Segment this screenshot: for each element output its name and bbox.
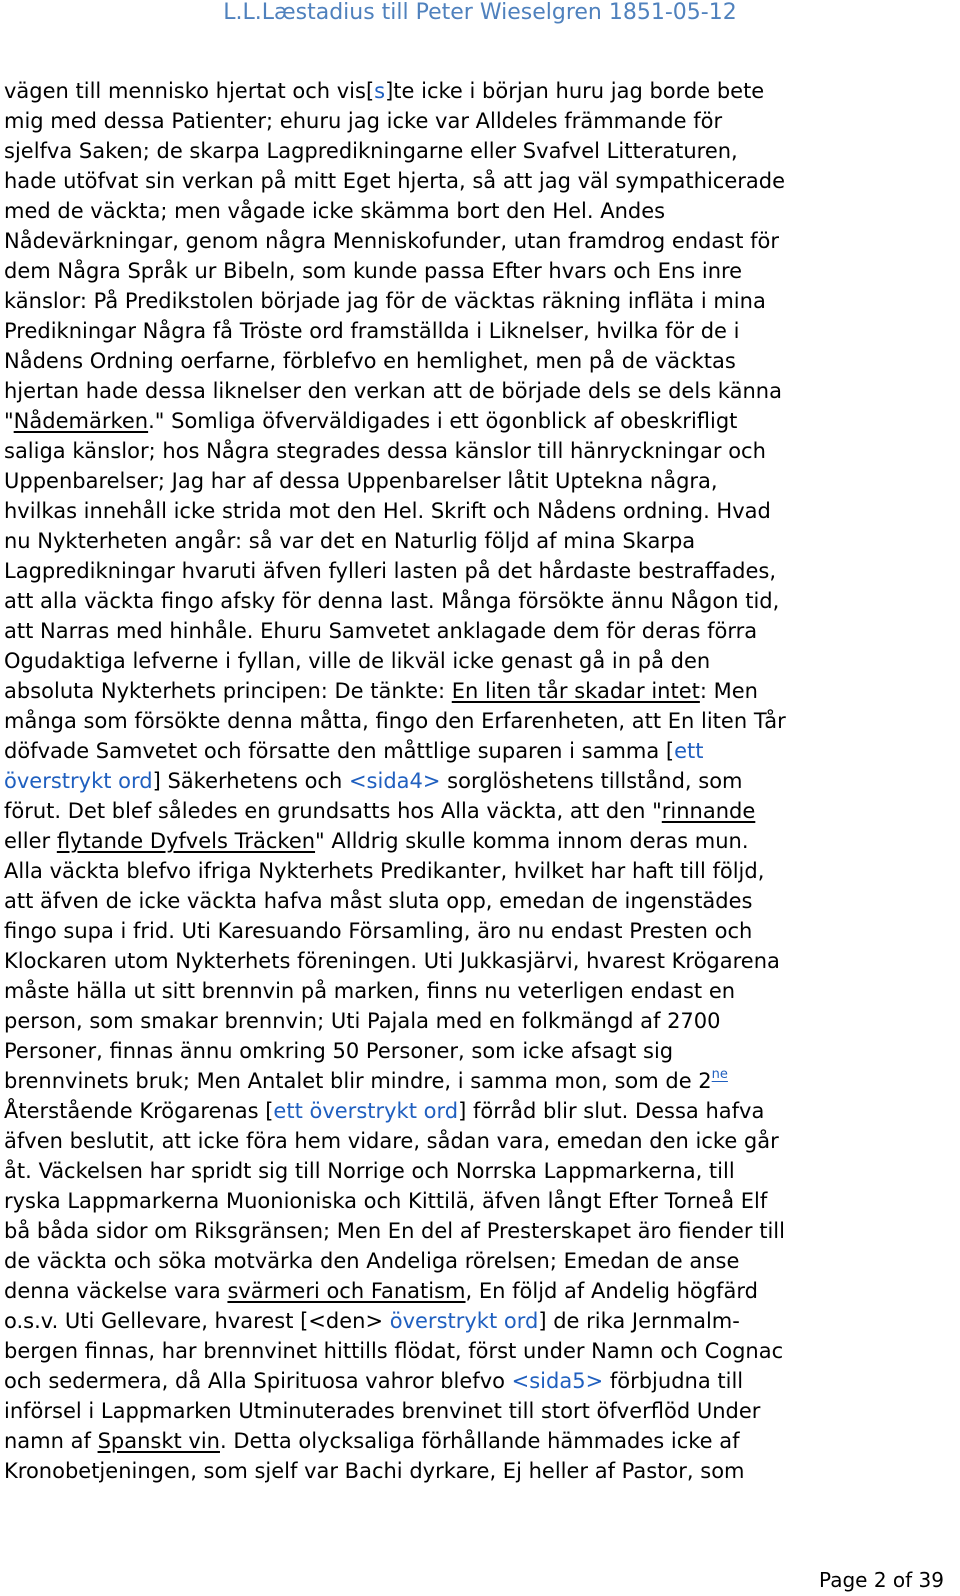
- text-run: Uppenbarelser; Jag har af dessa Uppenbarelser låtit Uptekna några,: [4, 469, 718, 493]
- text-line: [4, 676, 954, 706]
- text-line: [4, 1126, 954, 1156]
- text-run: dem Några Språk ur Bibeln, som kunde passa Efter hvars och Ens inre: [4, 259, 743, 283]
- text-run: person, som smakar brennvin; Uti Pajala med en folkmängd af 2700: [4, 1009, 721, 1033]
- underlined-text: Nådemärken: [13, 409, 149, 433]
- text-run: Predikningar Några få Tröste ord framställda i Liknelser, hvilka för de i: [4, 319, 740, 343]
- text-run: och sedermera, då Alla Spirituosa vahror blefvo: [4, 1369, 512, 1393]
- text-line: [4, 196, 954, 226]
- editorial-note: överstrykt ord: [389, 1309, 539, 1333]
- text-line: [4, 1306, 954, 1336]
- text-line: [4, 616, 954, 646]
- text-line: [4, 1246, 954, 1276]
- text-run: hjertan hade dessa liknelser den verkan att de började dels se dels känna: [4, 379, 782, 403]
- text-run: namn af: [4, 1429, 98, 1453]
- underlined-text: En liten tår skadar intet: [451, 679, 700, 703]
- underlined-text: svärmeri och Fanatism: [227, 1279, 466, 1303]
- text-line: [4, 946, 954, 976]
- text-run: att Narras med hinhåle. Ehuru Samvetet anklagade dem för deras förra: [4, 619, 758, 643]
- text-run: äfven beslutit, att icke föra hem vidare, sådan vara, emedan den icke går: [4, 1129, 779, 1153]
- text-line: [4, 826, 954, 856]
- text-run: Lagpredikningar hvaruti äfven fylleri lasten på det hårdaste bestraffades,: [4, 559, 777, 583]
- text-run: bergen finnas, har brennvinet hittills flödat, först under Namn och Cognac: [4, 1339, 784, 1363]
- text-run: Nådevärkningar, genom några Menniskofunder, utan framdrog endast för: [4, 229, 779, 253]
- text-run: : Men: [699, 679, 758, 703]
- text-run: bå båda sidor om Riksgränsen; Men En del af Presterskapet äro fiender till: [4, 1219, 785, 1243]
- page-indicator: Page 2 of 39: [819, 1568, 944, 1592]
- text-line: [4, 316, 954, 346]
- underlined-text: rinnande: [661, 799, 756, 823]
- document-title: L.L.Læstadius till Peter Wieselgren 1851-05-12: [223, 0, 737, 25]
- text-run: o.s.v. Uti Gellevare, hvarest [<den>: [4, 1309, 390, 1333]
- text-line: [4, 976, 954, 1006]
- text-line: [4, 1006, 954, 1036]
- text-run: sorglöshetens tillstånd, som: [440, 769, 743, 793]
- text-line: [4, 796, 954, 826]
- text-run: Klockaren utom Nykterhets föreningen. Uti Jukkasjärvi, hvarest Krögarena: [4, 949, 780, 973]
- text-run: med de väckta; men vågade icke skämma bort den Hel. Andes: [4, 199, 666, 223]
- text-run: brennvinets bruk; Men Antalet blir mindre, i samma mon, som de 2: [4, 1069, 712, 1093]
- text-line: [4, 526, 954, 556]
- text-line: [4, 136, 954, 166]
- text-line: [4, 1276, 954, 1306]
- text-run: måste hälla ut sitt brennvin på marken, finns nu veterligen endast en: [4, 979, 736, 1003]
- text-line: [4, 1066, 954, 1096]
- editorial-note: s: [374, 79, 386, 103]
- text-line: [4, 1396, 954, 1426]
- text-line: [4, 466, 954, 496]
- text-run: . Detta olycksaliga förhållande hämmades icke af: [219, 1429, 740, 1453]
- text-run: vägen till mennisko hjertat och vis[: [4, 79, 375, 103]
- text-run: , En följd af Andelig högfärd: [465, 1279, 758, 1303]
- text-run: ] Säkerhetens och: [152, 769, 349, 793]
- text-line: [4, 106, 954, 136]
- text-line: [4, 556, 954, 586]
- editorial-note: ett överstrykt ord: [273, 1099, 459, 1123]
- text-line: [4, 256, 954, 286]
- text-line: [4, 706, 954, 736]
- text-run: mig med dessa Patienter; ehuru jag icke var Alldeles främmande för: [4, 109, 723, 133]
- text-line: [4, 496, 954, 526]
- underlined-text: Spanskt vin: [97, 1429, 220, 1453]
- text-run: ]te icke i början huru jag borde bete: [385, 79, 765, 103]
- text-run: hade utöfvat sin verkan på mitt Eget hjerta, så att jag väl sympathicerade: [4, 169, 785, 193]
- text-run: ryska Lappmarkerna Muonioniska och Kittilä, äfven långt Efter Torneå Elf: [4, 1189, 768, 1213]
- text-run: fingo supa i frid. Uti Karesuando Församling, äro nu endast Presten och: [4, 919, 753, 943]
- text-line: [4, 736, 954, 766]
- text-run: döfvade Samvetet och försatte den måttlige suparen i samma [: [4, 739, 675, 763]
- text-line: [4, 586, 954, 616]
- text-line: [4, 646, 954, 676]
- text-line: [4, 1156, 954, 1186]
- editorial-note: överstrykt ord: [4, 769, 153, 793]
- text-run: ." Somliga öfverväldigades i ett ögonblick af obeskrifligt: [148, 409, 738, 433]
- text-line: [4, 376, 954, 406]
- text-run: sjelfva Saken; de skarpa Lagpredikningarne eller Svafvel Litteraturen,: [4, 139, 738, 163]
- text-run: Kronobetjeningen, som sjelf var Bachi dyrkare, Ej heller af Pastor, som: [4, 1459, 745, 1483]
- text-run: många som försökte denna måtta, fingo den Erfarenheten, att En liten Tår: [4, 709, 786, 733]
- text-run: Alla väckta blefvo ifriga Nykterhets Predikanter, hvilket har haft till följd,: [4, 859, 765, 883]
- editorial-note: <sida4>: [348, 769, 441, 793]
- text-line: [4, 766, 954, 796]
- text-run: " Alldrig skulle komma innom deras mun.: [315, 829, 749, 853]
- letter-body: [4, 76, 954, 1486]
- text-run: införsel i Lappmarken Utminuterades brenvinet till stort öfverflöd Under: [4, 1399, 761, 1423]
- text-run: ] förråd blir slut. Dessa hafva: [458, 1099, 765, 1123]
- text-line: [4, 916, 954, 946]
- text-line: [4, 166, 954, 196]
- text-run: att alla väckta fingo afsky för denna last. Många försökte ännu Någon tid,: [4, 589, 780, 613]
- text-line: [4, 1456, 954, 1486]
- text-run: nu Nykterheten angår: så var det en Naturlig följd af mina Skarpa: [4, 529, 696, 553]
- editorial-note: ne: [711, 1067, 728, 1082]
- text-run: Personer, finnas ännu omkring 50 Personer, som icke afsagt sig: [4, 1039, 674, 1063]
- text-run: att äfven de icke väckta hafva måst sluta opp, emedan de ingenstädes: [4, 889, 753, 913]
- text-line: [4, 1186, 954, 1216]
- text-run: de väckta och söka motvärka den Andeliga rörelsen; Emedan de anse: [4, 1249, 740, 1273]
- text-line: [4, 1366, 954, 1396]
- text-run: Nådens Ordning oerfarne, förblefvo en hemlighet, men på de väcktas: [4, 349, 736, 373]
- text-run: Ogudaktiga lefverne i fyllan, ville de likväl icke genast gå in på den: [4, 649, 711, 673]
- text-line: [4, 406, 954, 436]
- text-run: denna väckelse vara: [4, 1279, 228, 1303]
- text-run: ": [4, 409, 14, 433]
- text-line: [4, 886, 954, 916]
- text-run: eller: [4, 829, 57, 853]
- text-run: Återstående Krögarenas [: [4, 1099, 274, 1123]
- text-run: förut. Det blef således en grundsatts hos Alla väckta, att den ": [4, 799, 662, 823]
- text-run: förbjudna till: [603, 1369, 744, 1393]
- text-line: [4, 346, 954, 376]
- text-line: [4, 76, 954, 106]
- text-line: [4, 286, 954, 316]
- underlined-text: flytande Dyfvels Träcken: [56, 829, 316, 853]
- text-run: åt. Väckelsen har spridt sig till Norrige och Norrska Lappmarkerna, till: [4, 1159, 735, 1183]
- editorial-note: <sida5>: [511, 1369, 604, 1393]
- text-line: [4, 1036, 954, 1066]
- text-run: saliga känslor; hos Några stegrades dessa känslor till hänryckningar och: [4, 439, 766, 463]
- editorial-note: ett: [674, 739, 704, 763]
- text-line: [4, 226, 954, 256]
- text-line: [4, 1336, 954, 1366]
- text-run: känslor: På Predikstolen började jag för de väcktas räkning infläta i mina: [4, 289, 766, 313]
- text-run: absoluta Nykterhets principen: De tänkte:: [4, 679, 452, 703]
- text-line: [4, 436, 954, 466]
- text-line: [4, 856, 954, 886]
- text-run: hvilkas innehåll icke strida mot den Hel. Skrift och Nådens ordning. Hvad: [4, 499, 771, 523]
- text-line: [4, 1096, 954, 1126]
- text-line: [4, 1216, 954, 1246]
- text-run: ] de rika Jernmalm-: [538, 1309, 740, 1333]
- text-line: [4, 1426, 954, 1456]
